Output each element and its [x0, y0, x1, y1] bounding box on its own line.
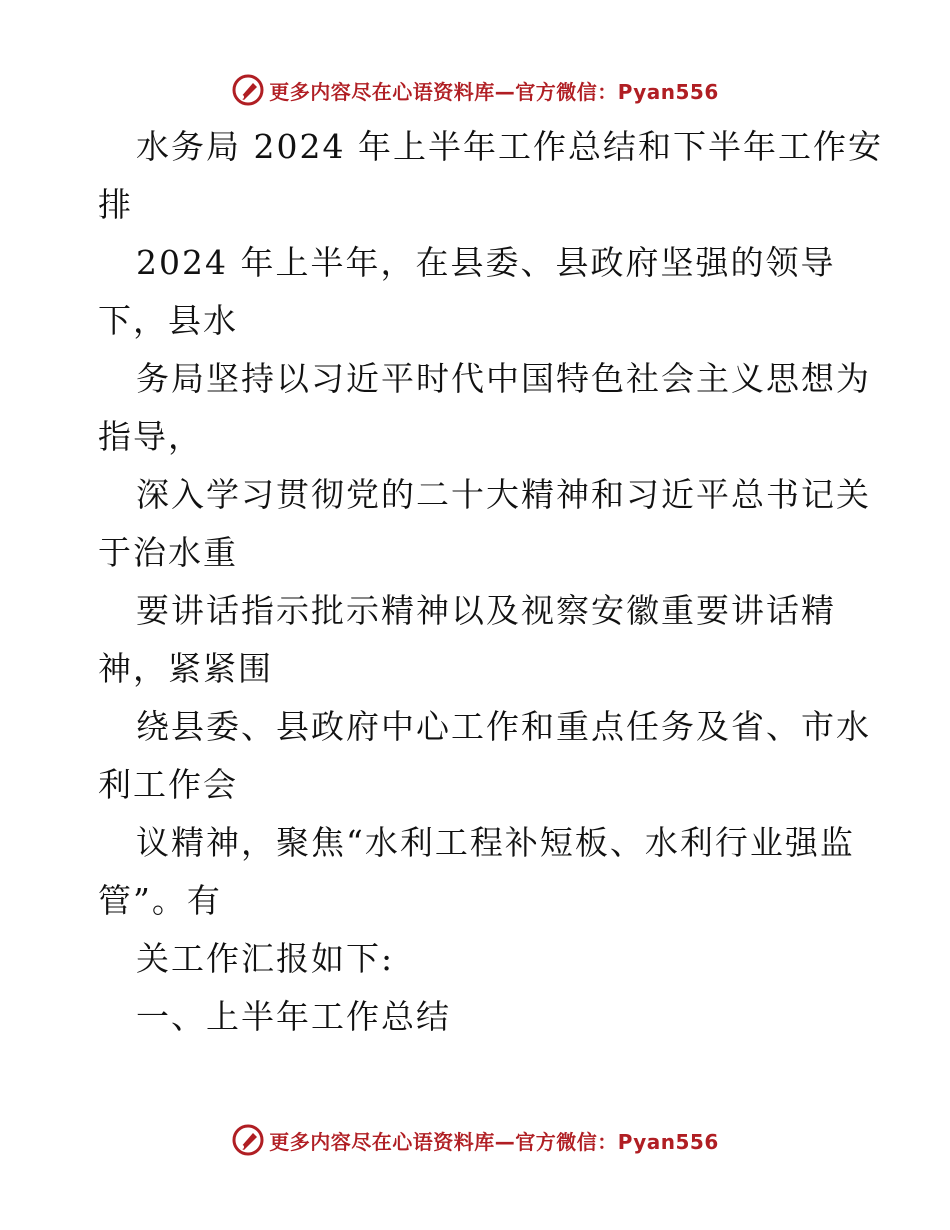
document-body: [98, 118, 883, 1046]
paragraph-line: 务局坚持以习近平时代中国特色社会主义思想为: [136, 359, 871, 398]
header-watermark-banner: [0, 70, 950, 110]
paragraph-line: 于治水重: [98, 533, 238, 572]
paragraph-line: 关工作汇报如下:: [136, 939, 395, 978]
paragraph-line: 下，县水: [98, 301, 238, 340]
footer-watermark-text: 更多内容尽在心语资料库—官方微信：Pyan556: [269, 1129, 719, 1154]
paragraph-line: 2024 年上半年，在县委、县政府坚强的领导: [136, 243, 836, 282]
paragraph-line: 管”。有: [98, 881, 222, 920]
paragraph-line: 神，紧紧围: [98, 649, 273, 688]
paragraph-line: 利工作会: [98, 765, 238, 804]
paragraph-line: 指导，: [98, 417, 203, 456]
paragraph-line: 绕县委、县政府中心工作和重点任务及省、市水: [136, 707, 871, 746]
paragraph-line: 深入学习贯彻党的二十大精神和习近平总书记关: [136, 475, 871, 514]
paragraph-line: 要讲话指示批示精神以及视察安徽重要讲话精: [136, 591, 836, 630]
pen-logo-icon: [231, 1123, 265, 1157]
header-watermark-text: 更多内容尽在心语资料库—官方微信：Pyan556: [269, 79, 719, 104]
footer-watermark-banner: [0, 1120, 950, 1160]
pen-logo-icon: [231, 73, 265, 107]
title-line-2: 排: [98, 185, 133, 224]
paragraph-line: 议精神，聚焦“水利工程补短板、水利行业强监: [136, 823, 855, 862]
section-heading: 一、上半年工作总结: [136, 997, 451, 1036]
title-line-1: 水务局 2024 年上半年工作总结和下半年工作安: [136, 127, 883, 166]
